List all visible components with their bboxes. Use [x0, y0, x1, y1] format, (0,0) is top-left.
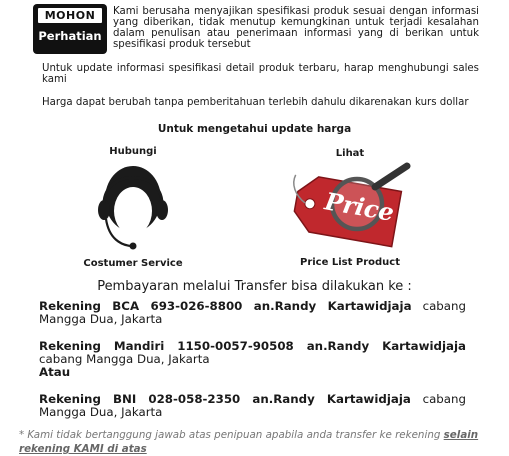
price-notice-paragraph: Harga dapat berubah tanpa pemberitahuan terlebih dahulu dikarenakan kurs dollar [42, 97, 469, 108]
headset-person-icon[interactable] [95, 161, 171, 253]
price-update-heading: Untuk mengetahui update harga [157, 123, 352, 135]
update-info-paragraph: Untuk update informasi spesifikasi detail produk terbaru, harap menghubungi sales kami [42, 63, 479, 85]
badge-top-label: MOHON [37, 7, 103, 24]
bank-account-mandiri-branch: cabang Mangga Dua, Jakarta [39, 351, 210, 366]
bank-account-bni-number: Rekening BNI 028-058-2350 an.Randy Kartawidjaja [39, 392, 411, 406]
intro-paragraph: Kami berusaha menyajikan spesifikasi produk sesuai dengan informasi yang diberikan, tidak menutup kemungkinan untuk terjadi kesalahan dalam penulisan atau penerimaan informasi yang di berikan untuk spesifikasi produk tersebut [113, 6, 479, 50]
transfer-heading: Pembayaran melalui Transfer bisa dilakukan ke : [97, 279, 412, 294]
mohon-perhatian-badge [33, 4, 107, 54]
bank-account-bca-number: Rekening BCA 693-026-8800 an.Randy Kartawidjaja [39, 299, 412, 313]
customer-service-link[interactable]: Costumer Service [83, 258, 183, 269]
price-tag-text: Price [322, 186, 397, 227]
pricelist-verb: Lihat [335, 148, 365, 159]
bank-account-bca [39, 300, 466, 325]
badge-bottom-label: Perhatian [38, 29, 102, 43]
bank-account-mandiri-number: Rekening Mandiri 1150-0057-90508 an.Randy Kartawidjaja [39, 339, 466, 353]
disclaimer-note [19, 428, 489, 456]
disclaimer-text: * Kami tidak bertanggung jawab atas penipuan apabila anda transfer ke rekening [19, 429, 441, 441]
or-label: Atau [39, 365, 71, 379]
contact-verb: Hubungi [109, 146, 157, 157]
bank-account-bni [39, 393, 466, 418]
price-list-link[interactable]: Price List Product [299, 257, 400, 268]
bank-account-bni-branch: cabang Mangga Dua, Jakarta [39, 392, 466, 419]
price-tag-magnifier-icon[interactable] [285, 160, 415, 255]
bank-account-mandiri [39, 340, 466, 365]
disclaimer-emphasis: selain rekening KAMI di atas [19, 429, 479, 455]
bank-account-bca-branch: cabang Mangga Dua, Jakarta [39, 299, 466, 326]
